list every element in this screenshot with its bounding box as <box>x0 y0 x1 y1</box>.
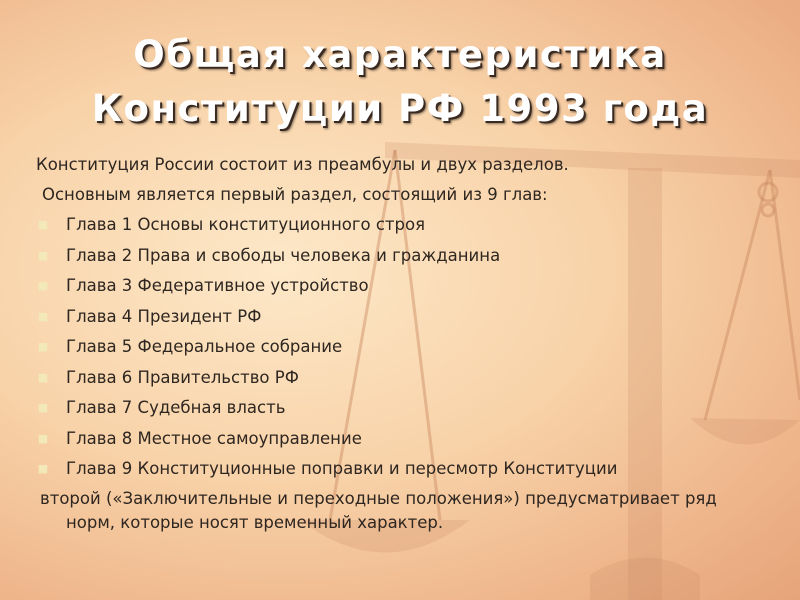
slide-title-line-1: Общая характеристика <box>133 33 667 76</box>
list-item <box>36 271 786 302</box>
list-item <box>36 210 786 241</box>
list-item <box>36 363 786 394</box>
square-bullet-icon: ■ <box>37 431 49 445</box>
intro-line-1: Конституция России состоит из преамбулы и двух разделов. <box>36 155 569 174</box>
chapter-text: Глава 6 Правительство РФ <box>66 367 299 387</box>
square-bullet-icon: ■ <box>37 401 49 414</box>
square-bullet-icon: ■ <box>37 218 49 231</box>
chapter-text: Глава 2 Права и свободы человека и гражданина <box>66 245 501 265</box>
list-item <box>36 302 786 333</box>
chapter-list <box>36 210 786 485</box>
chapter-text: Глава 8 Местное самоуправление <box>66 428 362 448</box>
square-bullet-icon: ■ <box>37 370 49 384</box>
chapter-text: Глава 5 Федеральное собрание <box>66 337 343 356</box>
intro-line-2: Основным является первый раздел, состоящий из 9 глав: <box>42 185 548 204</box>
chapter-text: Глава 1 Основы конституционного строя <box>66 215 426 234</box>
list-item <box>36 454 786 485</box>
square-bullet-icon: ■ <box>37 309 49 323</box>
slide-title <box>20 28 780 136</box>
chapter-text: Глава 4 Президент РФ <box>66 306 262 326</box>
list-item <box>36 424 786 455</box>
chapter-text: Глава 9 Конституционные поправки и пересмотр Конституции <box>66 459 618 478</box>
square-bullet-icon: ■ <box>37 279 49 292</box>
slide-body <box>36 150 786 535</box>
square-bullet-icon: ■ <box>37 340 49 353</box>
square-bullet-icon: ■ <box>37 462 49 475</box>
slide-title-line-2: Конституции РФ 1993 года <box>91 87 709 130</box>
chapter-text: Глава 3 Федеративное устройство <box>66 276 369 295</box>
square-bullet-icon: ■ <box>37 248 49 262</box>
list-item <box>36 241 786 272</box>
chapter-text: Глава 7 Судебная власть <box>66 398 286 417</box>
list-item <box>36 332 786 363</box>
closing-paragraph: второй («Заключительные и переходные положения») предусматривает ряд норм, которые носят временный характер. <box>40 488 717 532</box>
list-item <box>36 393 786 424</box>
